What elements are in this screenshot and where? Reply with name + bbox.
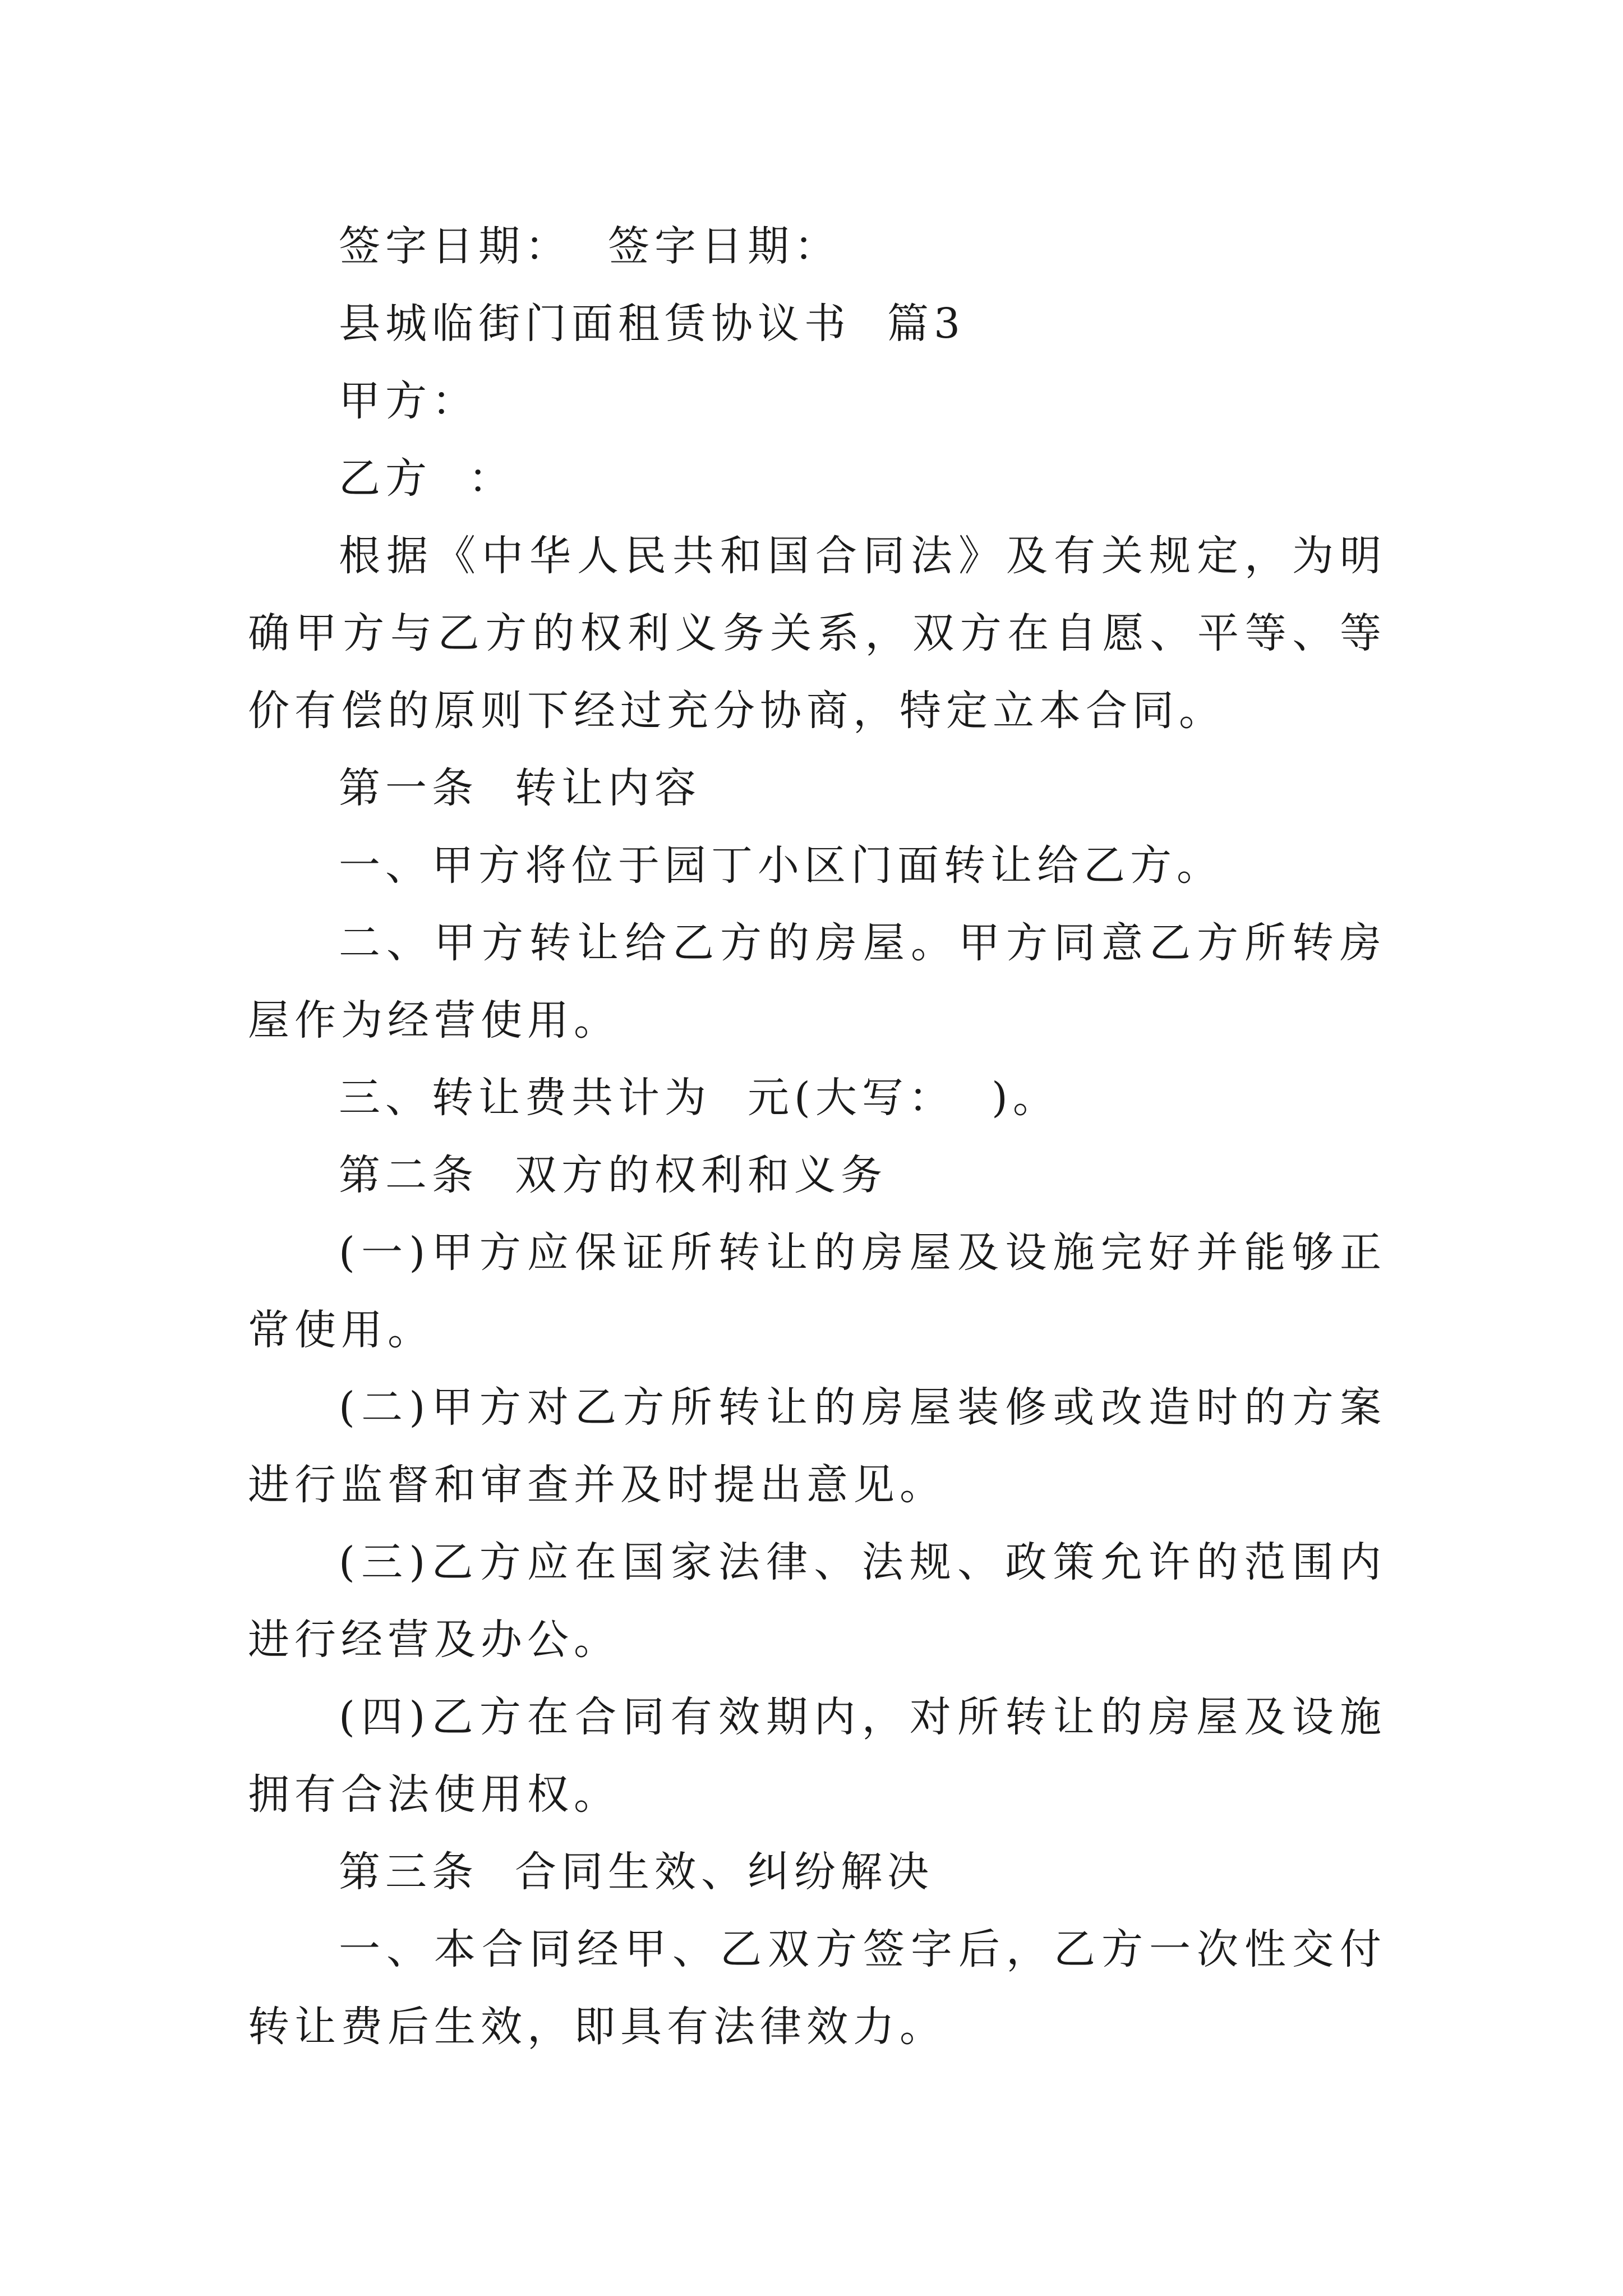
article-2-item-2: (二)甲方对乙方所转让的房屋装修或改造时的方案进行监督和审查并及时提出意见。 — [248, 1383, 1386, 1509]
article-1-item-2: 二、甲方转让给乙方的房屋。甲方同意乙方所转房屋作为经营使用。 — [248, 919, 1386, 1045]
article-2-item-3: (三)乙方应在国家法律、法规、政策允许的范围内进行经营及办公。 — [248, 1538, 1386, 1664]
party-a-line: 甲方： — [339, 377, 478, 425]
document-title: 县城临街门面租赁协议书 篇3 — [339, 300, 966, 348]
article-1-heading: 第一条 转让内容 — [339, 764, 702, 812]
article-2-item-1: (一)甲方应保证所转让的房屋及设施完好并能够正常使用。 — [248, 1228, 1386, 1354]
preamble-paragraph: 根据《中华人民共和国合同法》及有关规定，为明确甲方与乙方的权利义务关系，双方在自愿、平等、等价有偿的原则下经过充分协商，特定立本合同。 — [248, 532, 1386, 735]
signature-date-line: 签字日期： 签字日期： — [339, 222, 841, 270]
article-2-item-4: (四)乙方在合同有效期内，对所转让的房屋及设施拥有合法使用权。 — [248, 1693, 1386, 1819]
article-2-heading: 第二条 双方的权利和义务 — [339, 1151, 888, 1199]
article-1-item-3: 三、转让费共计为 元(大写： )。 — [339, 1074, 1059, 1122]
document-body — [248, 208, 1386, 2065]
article-3-heading: 第三条 合同生效、纠纷解决 — [339, 1848, 934, 1896]
party-b-line: 乙方 ： — [339, 454, 515, 503]
article-1-item-1: 一、甲方将位于园丁小区门面转让给乙方。 — [339, 841, 1223, 890]
article-3-item-1: 一、本合同经甲、乙双方签字后，乙方一次性交付转让费后生效，即具有法律效力。 — [248, 1925, 1386, 2051]
